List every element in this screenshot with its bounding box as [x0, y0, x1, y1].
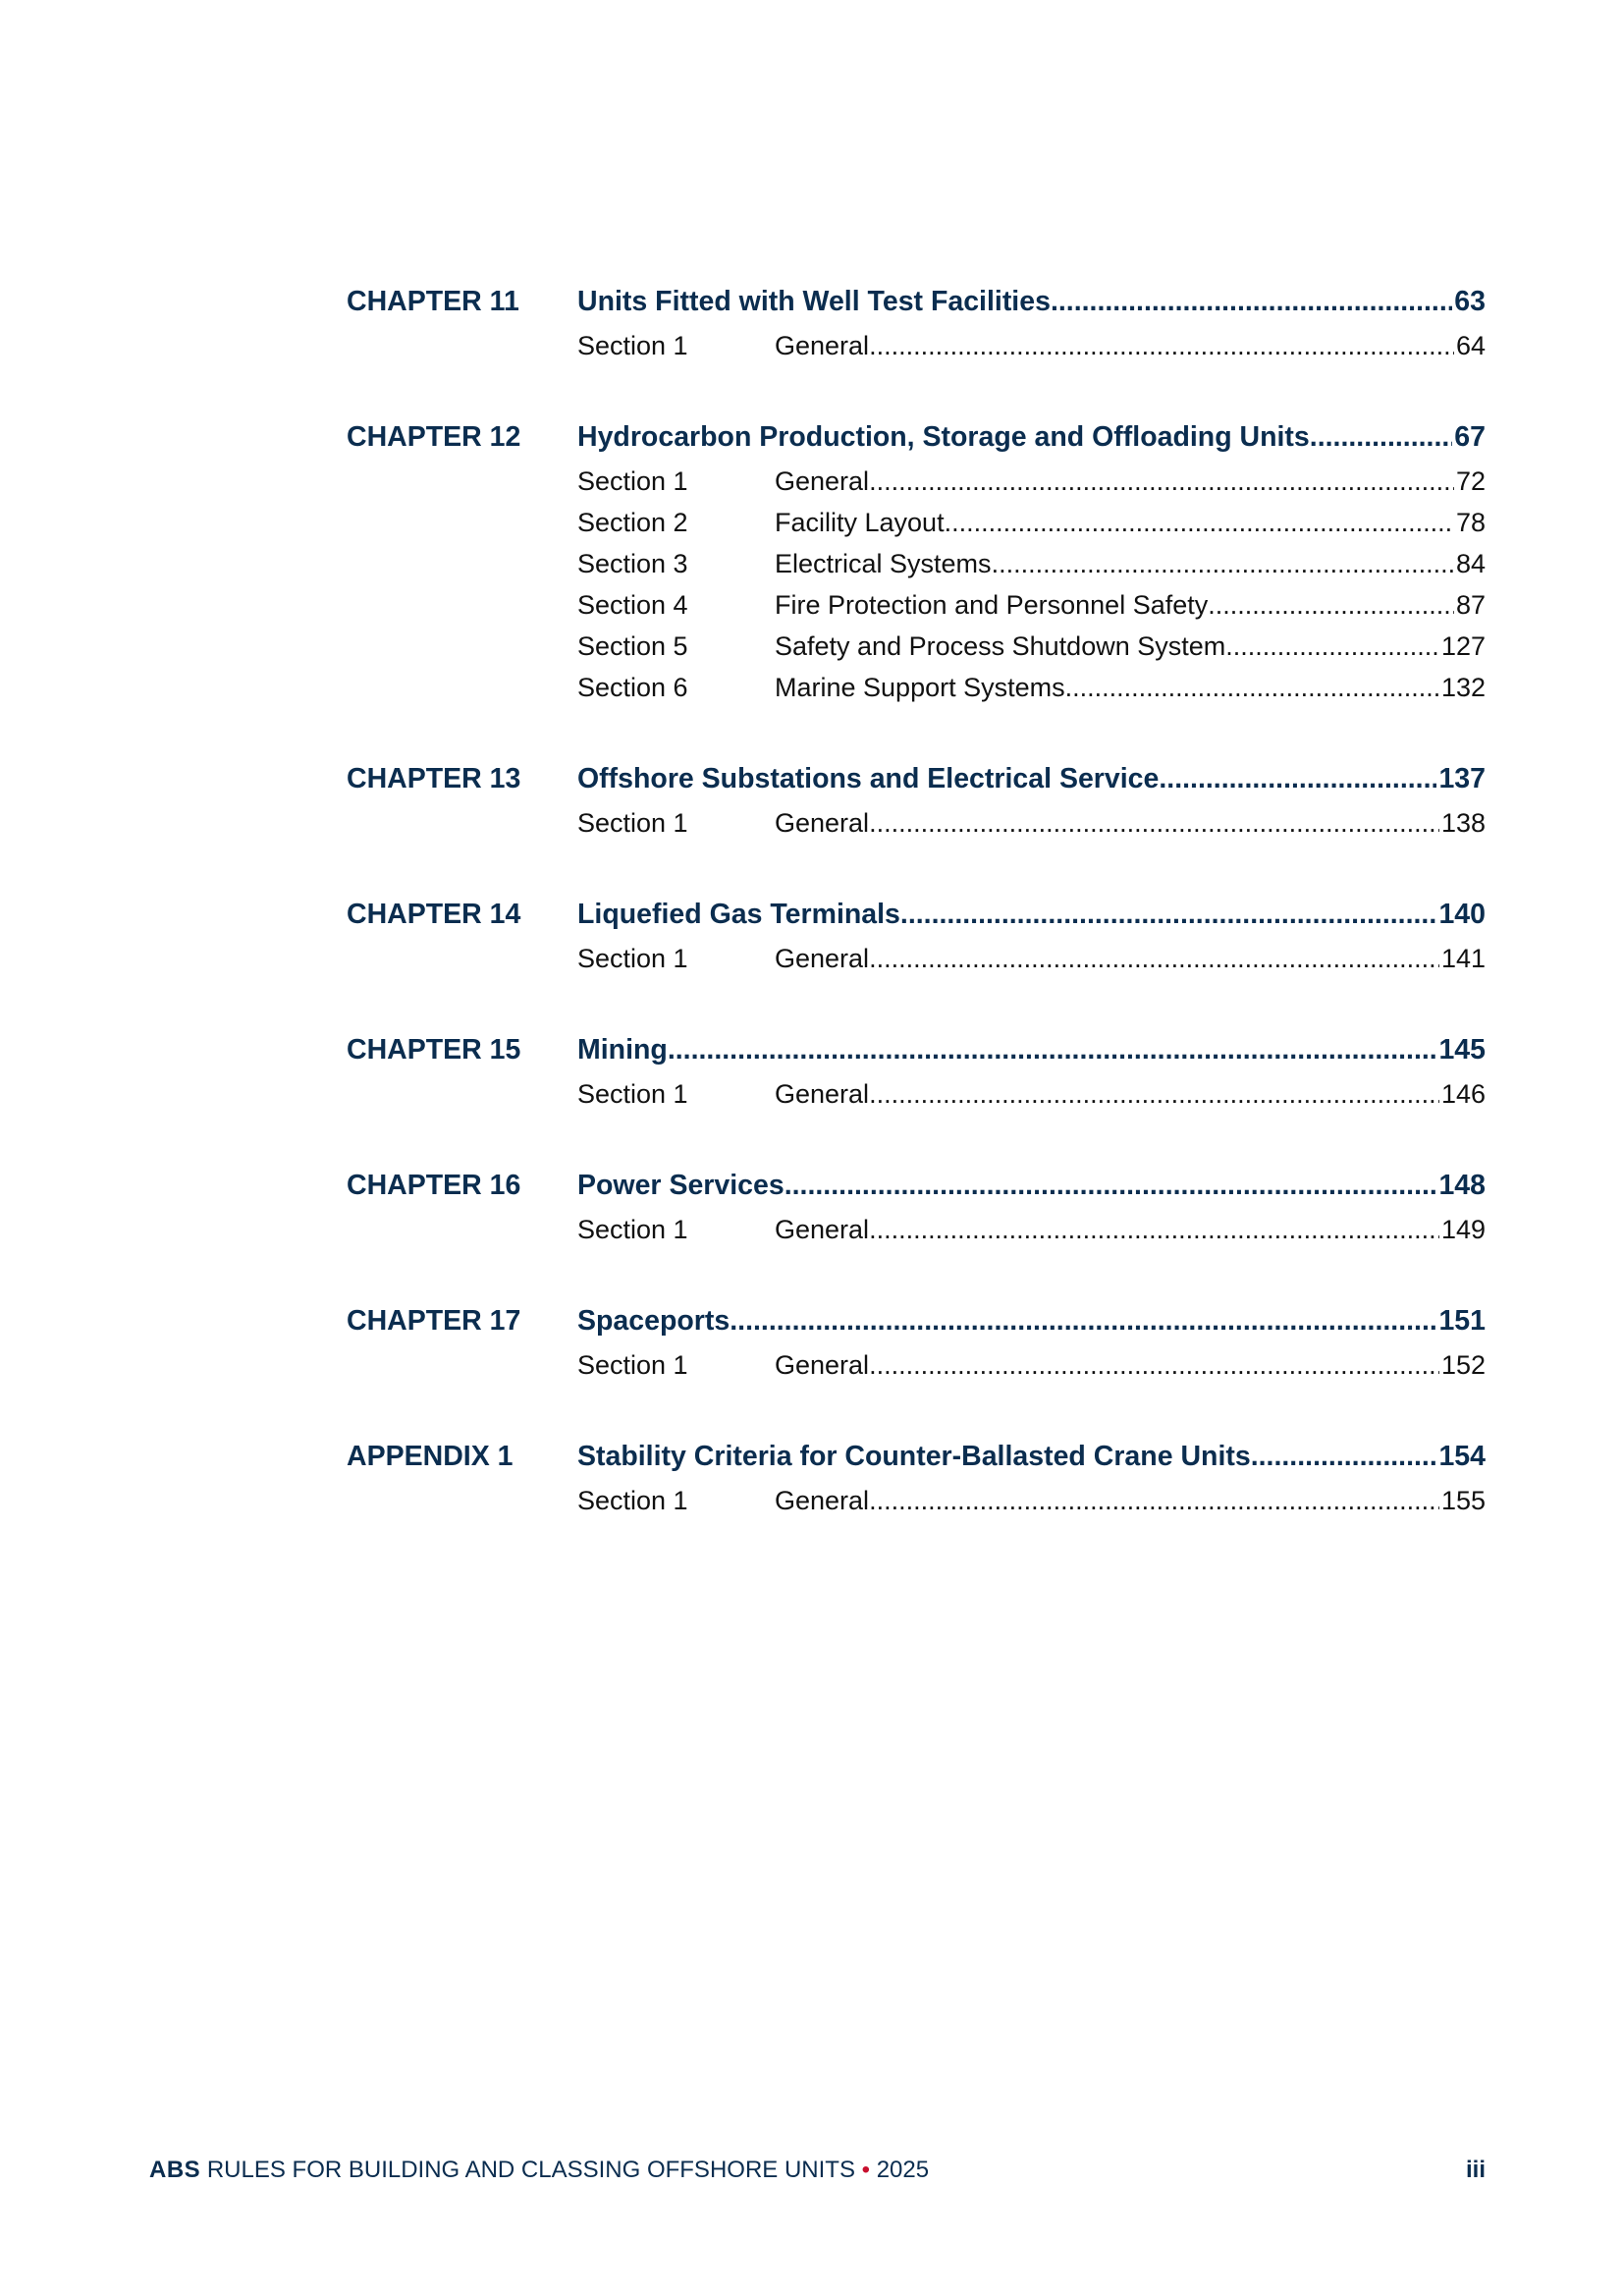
chapter-label: CHAPTER 16 [347, 1170, 521, 1201]
section-title: General [775, 1486, 870, 1515]
section-entry[interactable] [347, 584, 1486, 626]
dot-leader [869, 938, 1439, 979]
chapter-page-number: 151 [1438, 1305, 1486, 1337]
chapter-heading[interactable] [347, 891, 1486, 938]
dot-leader [869, 802, 1439, 844]
abs-brand: ABS [149, 2157, 201, 2183]
dot-leader [1225, 626, 1439, 667]
dot-leader [784, 1162, 1437, 1209]
section-title: General [775, 1215, 870, 1244]
dot-leader [945, 502, 1454, 543]
section-label: Section 2 [577, 508, 688, 537]
chapter-label: CHAPTER 14 [347, 899, 521, 930]
section-page-number: 64 [1455, 331, 1486, 360]
dot-leader [900, 891, 1437, 938]
section-label: Section 1 [577, 1215, 688, 1244]
section-title: General [775, 944, 870, 973]
section-title: General [775, 1079, 870, 1109]
toc-chapter-17 [347, 1297, 1486, 1386]
chapter-title: Liquefied Gas Terminals [577, 899, 900, 930]
section-page-number: 152 [1440, 1350, 1486, 1380]
dot-leader [869, 1073, 1439, 1115]
chapter-title: Power Services [577, 1170, 784, 1201]
section-title: Facility Layout [775, 508, 945, 537]
dot-leader [730, 1297, 1436, 1344]
section-page-number: 132 [1440, 673, 1486, 702]
section-label: Section 1 [577, 808, 688, 838]
chapter-page-number: 154 [1438, 1441, 1486, 1472]
chapter-page-number: 137 [1438, 763, 1486, 794]
chapter-heading[interactable] [347, 1026, 1486, 1073]
chapter-heading[interactable] [347, 278, 1486, 325]
section-page-number: 127 [1440, 631, 1486, 661]
section-label: Section 1 [577, 331, 688, 360]
chapter-label: CHAPTER 12 [347, 421, 521, 453]
chapter-heading[interactable] [347, 1433, 1486, 1480]
page-footer [149, 2157, 1486, 2190]
section-label: Section 1 [577, 944, 688, 973]
section-entry[interactable] [347, 1209, 1486, 1250]
section-entry[interactable] [347, 461, 1486, 502]
chapter-page-number: 140 [1438, 899, 1486, 930]
chapter-title: Units Fitted with Well Test Facilities [577, 286, 1051, 317]
dot-leader [992, 543, 1454, 584]
dot-leader [869, 1344, 1439, 1386]
section-title: General [775, 808, 870, 838]
section-label: Section 5 [577, 631, 688, 661]
section-label: Section 1 [577, 1350, 688, 1380]
dot-leader [1310, 413, 1453, 461]
chapter-label: CHAPTER 17 [347, 1305, 521, 1337]
footer-page-number: iii [1465, 2157, 1486, 2183]
section-title: Marine Support Systems [775, 673, 1065, 702]
toc-chapter-14 [347, 891, 1486, 979]
toc-chapter-16 [347, 1162, 1486, 1250]
toc-chapter-11 [347, 278, 1486, 366]
section-page-number: 87 [1455, 590, 1486, 620]
section-entry[interactable] [347, 626, 1486, 667]
section-page-number: 155 [1440, 1486, 1486, 1515]
section-entry[interactable] [347, 938, 1486, 979]
footer-title: RULES FOR BUILDING AND CLASSING OFFSHORE UNITS [206, 2157, 855, 2183]
chapter-entry [577, 1162, 1486, 1209]
chapter-entry [577, 1433, 1486, 1480]
section-label: Section 1 [577, 1486, 688, 1515]
dot-leader [668, 1026, 1437, 1073]
footer-document-title [149, 2157, 929, 2184]
chapter-title: Mining [577, 1034, 668, 1066]
section-label: Section 6 [577, 673, 688, 702]
section-label: Section 4 [577, 590, 688, 620]
dot-leader [869, 325, 1454, 366]
section-page-number: 141 [1440, 944, 1486, 973]
chapter-page-number: 67 [1454, 421, 1486, 453]
chapter-title: Hydrocarbon Production, Storage and Offloading Units [577, 421, 1310, 453]
chapter-entry [577, 278, 1486, 325]
chapter-label: APPENDIX 1 [347, 1441, 514, 1472]
section-entry[interactable] [347, 1480, 1486, 1521]
section-entry[interactable] [347, 502, 1486, 543]
dot-leader [869, 461, 1454, 502]
section-label: Section 3 [577, 549, 688, 578]
dot-leader [869, 1480, 1439, 1521]
chapter-page-number: 63 [1454, 286, 1486, 317]
section-page-number: 78 [1455, 508, 1486, 537]
table-of-contents [347, 278, 1486, 1568]
toc-appendix-1 [347, 1433, 1486, 1521]
chapter-label: CHAPTER 15 [347, 1034, 521, 1066]
section-title: General [775, 331, 870, 360]
dot-leader [869, 1209, 1439, 1250]
chapter-label: CHAPTER 13 [347, 763, 521, 794]
section-entry[interactable] [347, 543, 1486, 584]
toc-chapter-15 [347, 1026, 1486, 1115]
chapter-heading[interactable] [347, 413, 1486, 461]
section-page-number: 138 [1440, 808, 1486, 838]
chapter-entry [577, 1297, 1486, 1344]
chapter-title: Spaceports [577, 1305, 730, 1337]
footer-bullet: • [861, 2157, 871, 2183]
dot-leader [1051, 278, 1452, 325]
section-page-number: 149 [1440, 1215, 1486, 1244]
section-label: Section 1 [577, 1079, 688, 1109]
dot-leader [1065, 667, 1439, 708]
chapter-title: Offshore Substations and Electrical Service [577, 763, 1160, 794]
section-title: Safety and Process Shutdown System [775, 631, 1226, 661]
section-label: Section 1 [577, 466, 688, 496]
section-entry[interactable] [347, 1344, 1486, 1386]
chapter-label: CHAPTER 11 [347, 286, 519, 317]
section-page-number: 72 [1455, 466, 1486, 496]
section-title: Electrical Systems [775, 549, 992, 578]
chapter-page-number: 148 [1438, 1170, 1486, 1201]
chapter-page-number: 145 [1438, 1034, 1486, 1066]
dot-leader [1251, 1433, 1437, 1480]
section-title: General [775, 1350, 870, 1380]
chapter-title: Stability Criteria for Counter-Ballasted Crane Units [577, 1441, 1251, 1472]
section-title: General [775, 466, 870, 496]
chapter-entry [577, 1026, 1486, 1073]
chapter-heading[interactable] [347, 755, 1486, 802]
section-entry[interactable] [347, 325, 1486, 366]
dot-leader [1159, 755, 1436, 802]
toc-chapter-13 [347, 755, 1486, 844]
footer-year: 2025 [876, 2157, 930, 2183]
chapter-heading[interactable] [347, 1162, 1486, 1209]
chapter-entry [577, 891, 1486, 938]
section-entry[interactable] [347, 667, 1486, 708]
dot-leader [1208, 584, 1454, 626]
chapter-entry [577, 755, 1486, 802]
toc-chapter-12 [347, 413, 1486, 708]
section-title: Fire Protection and Personnel Safety [775, 590, 1209, 620]
section-page-number: 84 [1455, 549, 1486, 578]
section-entry[interactable] [347, 802, 1486, 844]
section-page-number: 146 [1440, 1079, 1486, 1109]
chapter-heading[interactable] [347, 1297, 1486, 1344]
section-entry[interactable] [347, 1073, 1486, 1115]
chapter-entry [577, 413, 1486, 461]
